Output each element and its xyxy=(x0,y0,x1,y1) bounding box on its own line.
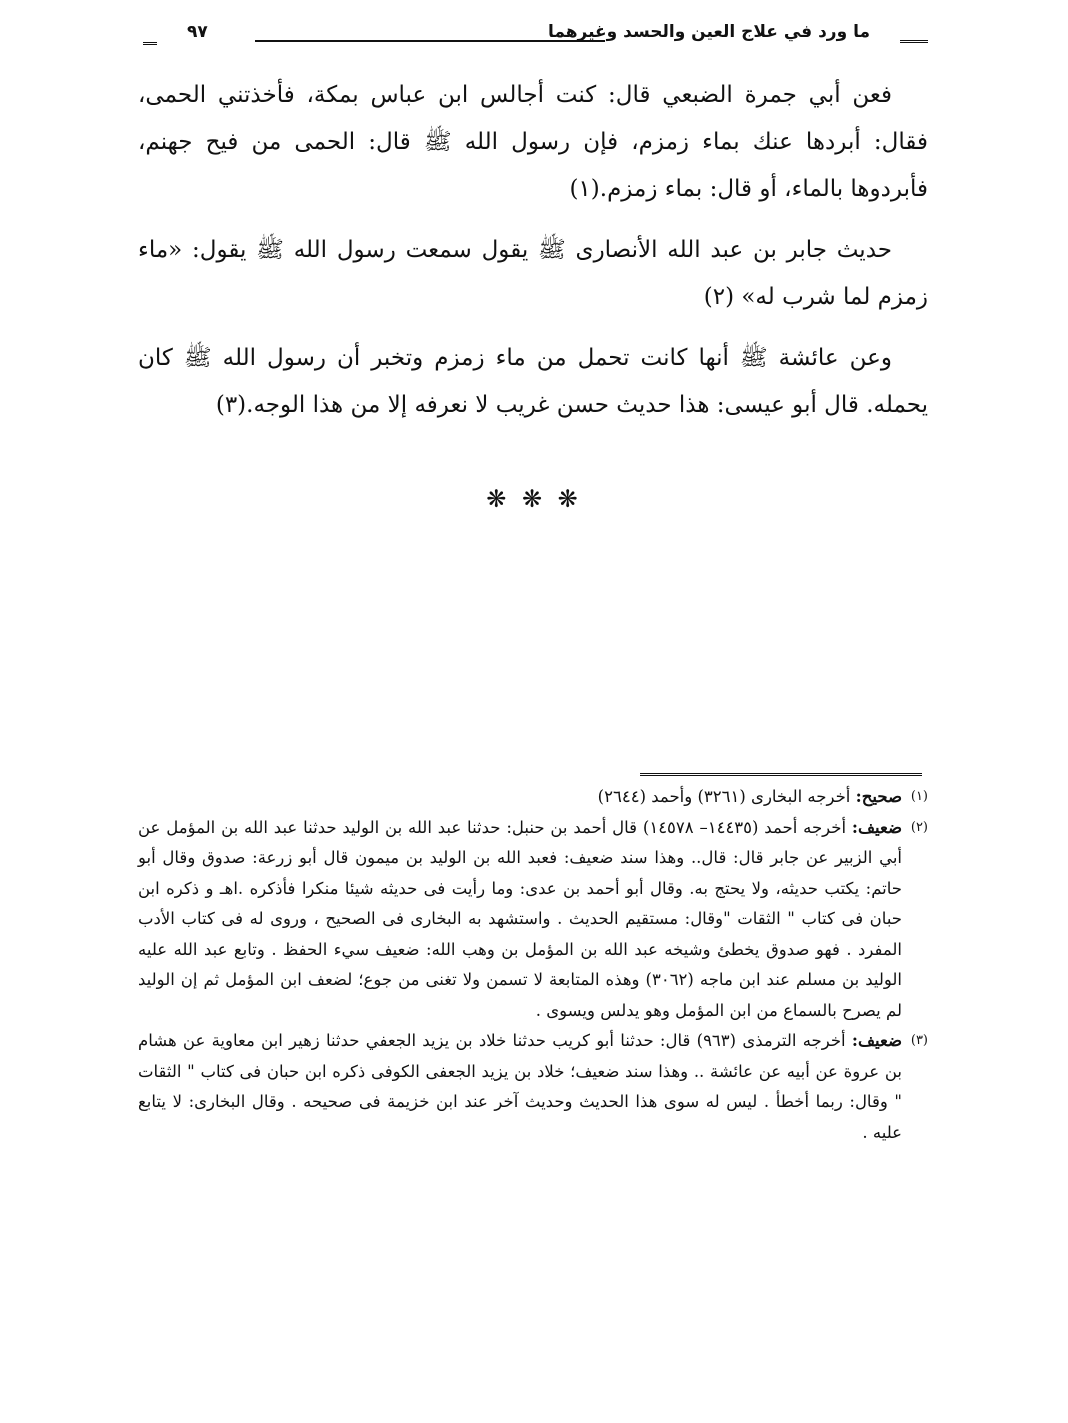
footnote-text: أخرجه الترمذى (٩٦٣) قال: حدثنا أبو كريب حدثنا خلاد بن يزيد الجعفي حدثنا زهير ابن معاوية عن هشام بن عروة عن أبيه عن عائشة .. وهذا سند ضعيف؛ خلاد بن يزيد الجعفى الكوفى ذكره ابن حبان فى كتاب " الثقات " وقال: ربما أخطأ . ليس له سوى هذا الحديث وحديث آخر عند ابن خزيمة فى صحيحه . وقال البخارى: لا يتابع عليه . xyxy=(138,1031,902,1142)
paragraph-1: فعن أبي جمرة الضبعي قال: كنت أجالس ابن عباس بمكة، فأخذتني الحمى، فقال: أبردها عنك بماء زمزم، فإن رسول الله ﷺ قال: الحمى من فيح جهنم، فأبردوها بالماء، أو قال: بماء زمزم.(١) xyxy=(138,82,928,202)
footnote-3 xyxy=(138,1026,928,1148)
footnote-marker: (٣) xyxy=(910,1033,928,1048)
main-text xyxy=(138,72,928,443)
header-rule xyxy=(255,40,605,42)
running-header xyxy=(135,18,930,58)
chapter-title: ما ورد في علاج العين والحسد وغيرهما xyxy=(547,22,870,42)
paragraph-3: وعن عائشة ﷺ أنها كانت تحمل من ماء زمزم وتخبر أن رسول الله ﷺ كان يحمله. قال أبو عيسى: هذا حديث حسن غريب لا نعرفه إلا من هذا الوجه.(٣) xyxy=(138,345,928,418)
section-separator: ❋ ❋ ❋ xyxy=(486,485,582,513)
paragraph-2: حديث جابر بن عبد الله الأنصارى ﷺ يقول سمعت رسول الله ﷺ يقول: «ماء زمزم لما شرب له» (٢) xyxy=(138,237,928,310)
footnote-text: أخرجه البخارى (٣٢٦١) وأحمد (٢٦٤٤) xyxy=(597,787,856,806)
page-number: ٩٧ xyxy=(187,22,208,42)
footnote-1 xyxy=(138,782,928,813)
footnote-marker: (١) xyxy=(910,789,928,804)
footnote-text: أخرجه أحمد (١٤٤٣٥– ١٤٥٧٨) قال أحمد بن حنبل: حدثنا عبد الله بن الوليد حدثنا عبد الله بن المؤمل عن أبي الزبير عن جابر قال: قال.. وهذا سند ضعيف: فعبد الله بن الوليد بن ميمون قال أبو زرعة: صدوق وقال أبو حاتم: يكتب حديثه، ولا يحتج به. وقال أبو أحمد بن عدى: وما رأيت فى حديثه شيئا منكرا فأذكره .اهـ و ذكره ابن حبان فى كتاب " الثقات "وقال: مستقيم الحديث . واستشهد به البخارى فى الصحيح ، وروى له فى كتاب الأدب المفرد . فهو صدوق يخطئ وشيخه عبد الله بن المؤمل بن وهب الله: ضعيف سيء الحفظ . وتابع عبد الله عليه الوليد بن مسلم عند ابن ماجه (٣٠٦٢) وهذه المتابعة لا تسمن ولا تغنى من جوع؛ لضعف ابن المؤمل ثم إن الوليد لم يصرح بالسماع من ابن المؤمل وهو يدلس ويسوى . xyxy=(138,817,902,1020)
footnote-marker: (٢) xyxy=(910,819,928,835)
grading-label: ضعيف: xyxy=(851,817,902,837)
footnotes xyxy=(138,782,928,1148)
footnote-2 xyxy=(138,813,928,1027)
header-ornament-left xyxy=(143,42,157,45)
footnote-rule xyxy=(640,773,922,776)
grading-label: ضعيف: xyxy=(851,1031,903,1050)
header-ornament-right xyxy=(900,40,928,43)
grading-label: صحيح: xyxy=(855,787,902,806)
